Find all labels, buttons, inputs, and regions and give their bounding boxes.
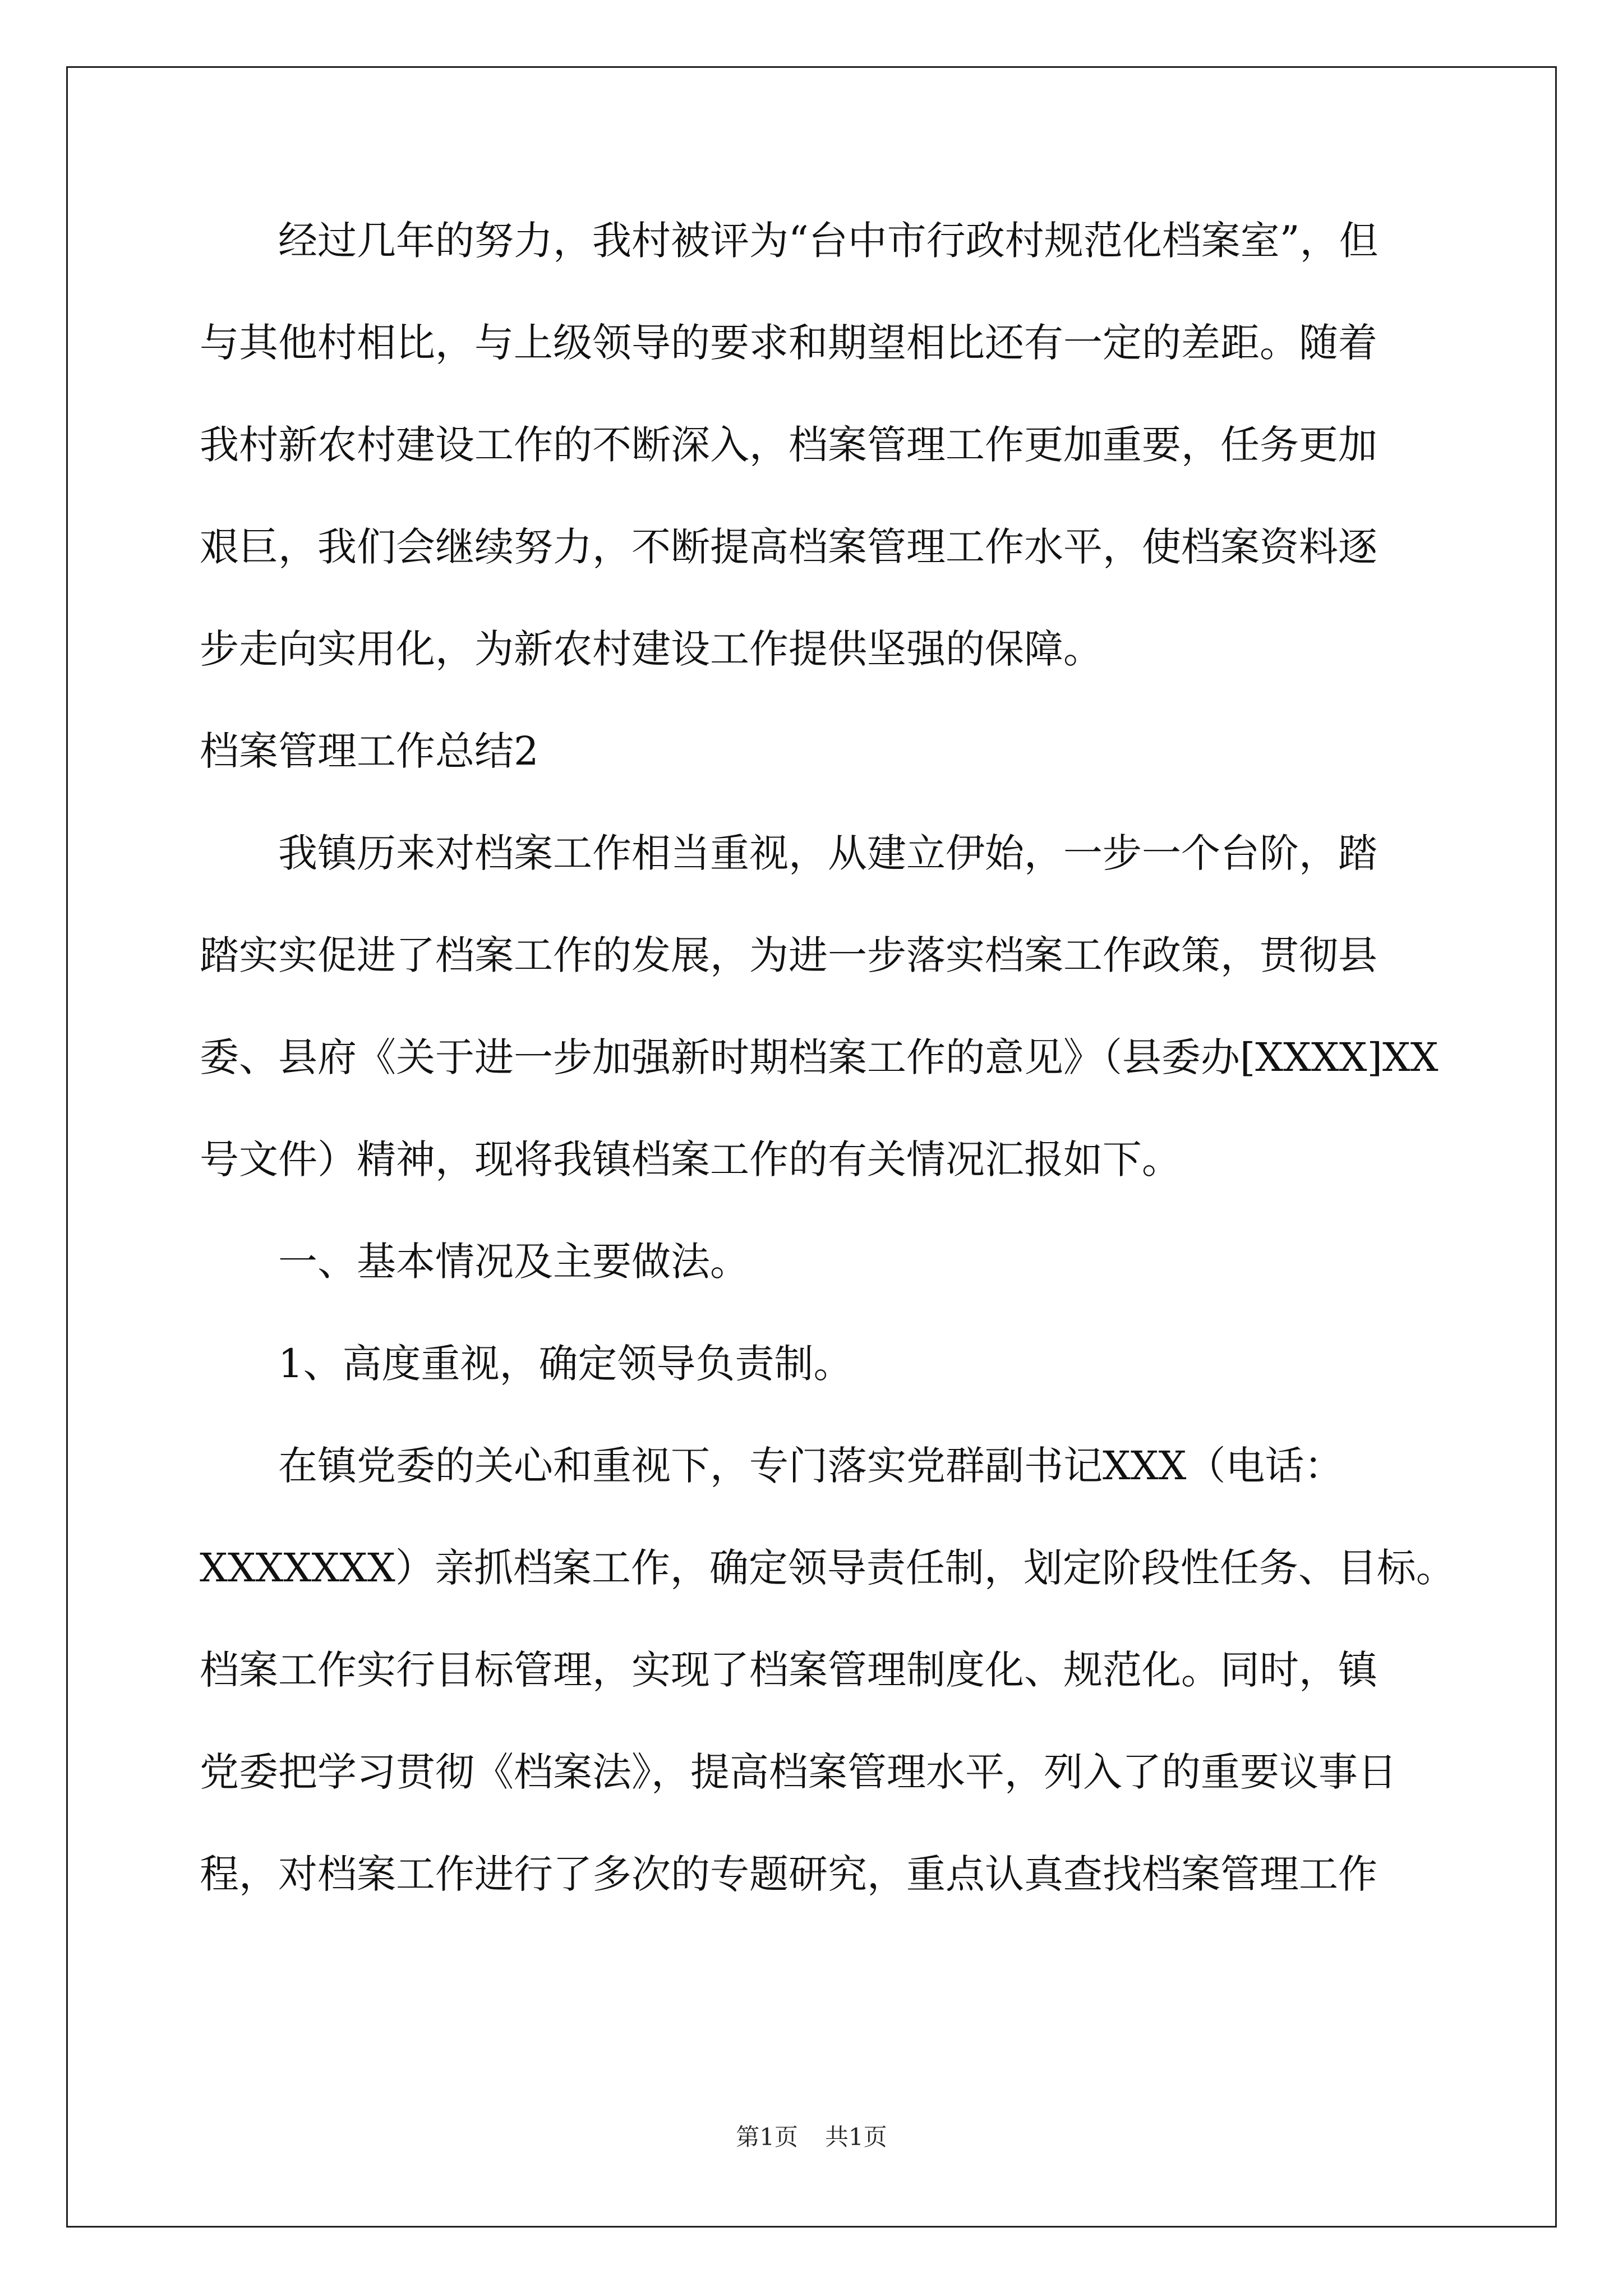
document-body xyxy=(200,215,1455,1951)
paragraph-3-line-3: 档案工作实行目标管理，实现了档案管理制度化、规范化。同时，镇 xyxy=(200,1647,1377,1693)
paragraph-3-line-5: 程，对档案工作进行了多次的专题研究，重点认真查找档案管理工作 xyxy=(200,1851,1377,1897)
page-number: 第1页 xyxy=(736,2123,798,2151)
subheading-leadership: 1、高度重视，确定领导负责制。 xyxy=(278,1341,853,1387)
paragraph-2-line-1: 我镇历来对档案工作相当重视，从建立伊始，一步一个台阶，踏 xyxy=(278,830,1377,876)
section-heading: 档案管理工作总结2 xyxy=(200,728,539,774)
paragraph-3-line-1: 在镇党委的关心和重视下，专门落实党群副书记XXX（电话： xyxy=(278,1443,1344,1489)
subheading-basic-situation: 一、基本情况及主要做法。 xyxy=(278,1239,749,1285)
paragraph-3-line-2: XXXXXXX）亲抓档案工作，确定领导责任制，划定阶段性任务、目标。 xyxy=(200,1545,1455,1591)
paragraph-1-line-4: 艰巨，我们会继续努力，不断提高档案管理工作水平，使档案资料逐 xyxy=(200,524,1377,570)
page-footer xyxy=(0,2120,1623,2154)
paragraph-1-line-3: 我村新农村建设工作的不断深入，档案管理工作更加重要，任务更加 xyxy=(200,422,1377,468)
paragraph-1-line-2: 与其他村相比，与上级领导的要求和期望相比还有一定的差距。随着 xyxy=(200,320,1377,366)
paragraph-1-line-1: 经过几年的努力，我村被评为“台中市行政村规范化档案室”，但 xyxy=(278,218,1378,264)
paragraph-2-line-4: 号文件）精神，现将我镇档案工作的有关情况汇报如下。 xyxy=(200,1137,1181,1182)
paragraph-2-line-2: 踏实实促进了档案工作的发展，为进一步落实档案工作政策，贯彻县 xyxy=(200,932,1377,978)
paragraph-2-line-3: 委、县府《关于进一步加强新时期档案工作的意见》（县委办[XXXX]XX xyxy=(200,1034,1438,1080)
paragraph-3-line-4: 党委把学习贯彻《档案法》，提高档案管理水平，列入了的重要议事日 xyxy=(200,1749,1397,1795)
paragraph-1-line-5: 步走向实用化，为新农村建设工作提供坚强的保障。 xyxy=(200,626,1103,672)
page-total: 共1页 xyxy=(825,2123,887,2151)
